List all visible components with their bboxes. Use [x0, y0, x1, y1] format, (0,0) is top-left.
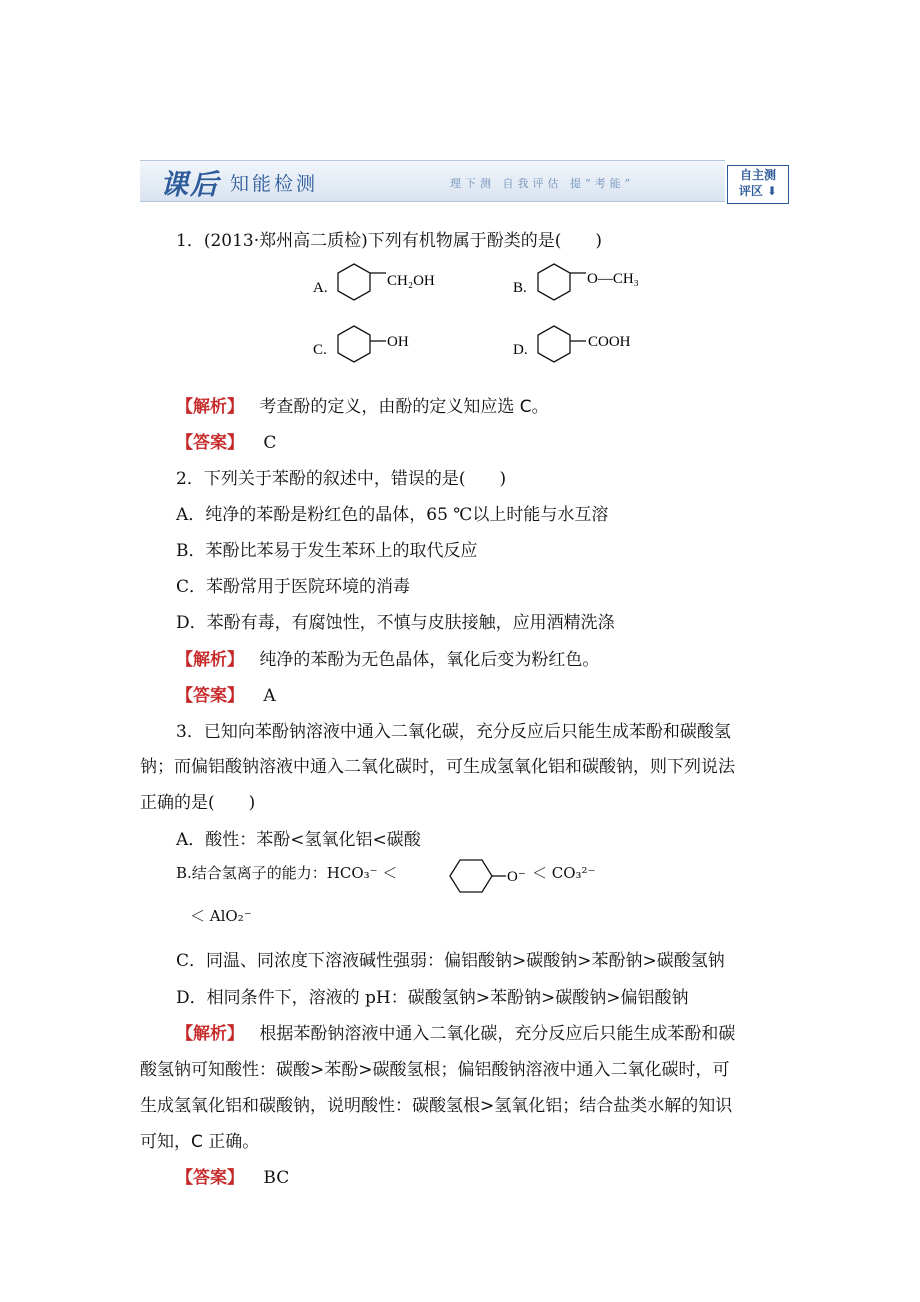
q1-analysis-text: 考查酚的定义，由酚的定义知应选 C。 — [259, 397, 549, 417]
badge-line2: 评区 ⬇ — [738, 184, 778, 198]
q1-analysis-label: 【解析】 — [176, 397, 244, 417]
section-banner — [140, 160, 725, 202]
q1-option-a-group: CH₂OH — [387, 273, 435, 289]
self-test-badge[interactable] — [727, 165, 789, 204]
q2-answer — [176, 681, 276, 706]
q2-option-b: B．苯酚比苯易于发生苯环上的取代反应 — [176, 541, 478, 561]
q1-stem: 1．(2013·郑州高二质检)下列有机物属于酚类的是( ) — [176, 231, 603, 251]
q3-analysis-line3: 生成氢氧化铝和碳酸钠，说明酸性：碳酸氢根>氢氧化铝；结合盐类水解的知识 — [140, 1096, 733, 1116]
q2-option-a: A．纯净的苯酚是粉红色的晶体，65 ℃以上时能与水互溶 — [176, 505, 609, 525]
q3-analysis-line4: 可知，C 正确。 — [140, 1132, 260, 1152]
q3-option-c: C．同温、同浓度下溶液碱性强弱：偏铝酸钠>碳酸钠>苯酚钠>碳酸氢钠 — [176, 951, 725, 971]
q2-analysis-text: 纯净的苯酚为无色晶体，氧化后变为粉红色。 — [259, 650, 600, 670]
phenoxide-label: O⁻ — [507, 869, 526, 885]
q2-analysis — [176, 645, 599, 670]
q3-analysis — [176, 1019, 735, 1044]
q3-option-b-text: B.结合氢离子的能力：HCO₃⁻ ＜ — [176, 864, 398, 882]
q2-analysis-label: 【解析】 — [176, 650, 244, 670]
q1-option-d-group: COOH — [588, 334, 631, 350]
q3-phenoxide-structure — [430, 856, 530, 896]
benzene-ring-phenoxide — [450, 860, 492, 892]
q3-analysis-line2: 酸氢钠可知酸性：碳酸>苯酚>碳酸氢根；偏铝酸钠溶液中通入二氧化碳时，可 — [140, 1060, 730, 1080]
banner-title-main: 课后 — [160, 168, 221, 201]
q1-option-b-letter: B. — [513, 280, 527, 296]
q3-stem-line2: 钠；而偏铝酸钠溶液中通入二氧化碳时，可生成氢氧化铝和碳酸钠，则下列说法 — [140, 757, 735, 777]
q2-answer-value: A — [263, 686, 276, 706]
banner-title-sub: 知能检测 — [230, 173, 319, 195]
benzene-ring-d — [538, 326, 570, 362]
q1-option-b-group: O—CH₃ — [587, 271, 639, 287]
q3-analysis-line1: 根据苯酚钠溶液中通入二氧化碳，充分反应后只能生成苯酚和碳 — [259, 1024, 736, 1044]
q1-option-c-letter: C. — [313, 342, 327, 358]
q3-stem-line3: 正确的是( ) — [140, 793, 256, 813]
q1-option-a-letter: A. — [313, 280, 328, 296]
q1-option-d-letter: D. — [513, 342, 528, 358]
q3-option-b-cont: ＜ AlO₂⁻ — [190, 907, 252, 925]
benzene-ring-b — [538, 264, 570, 300]
q2-stem: 2．下列关于苯酚的叙述中，错误的是( ) — [176, 469, 507, 489]
banner-slogan: 理下测 自我评估 提“考能” — [450, 177, 635, 190]
q1-option-c-group: OH — [387, 334, 409, 350]
q2-option-c: C．苯酚常用于医院环境的消毒 — [176, 577, 411, 597]
badge-line1: 自主测 — [739, 168, 776, 182]
q3-option-a: A．酸性：苯酚<氢氧化铝<碳酸 — [176, 830, 421, 850]
q1-answer-value: C — [263, 433, 277, 453]
q3-answer-value: BC — [263, 1168, 290, 1188]
q3-answer — [176, 1163, 289, 1188]
q3-analysis-label: 【解析】 — [176, 1024, 244, 1044]
q3-answer-label: 【答案】 — [176, 1168, 244, 1188]
q1-analysis — [176, 392, 549, 417]
q2-answer-label: 【答案】 — [176, 686, 244, 706]
benzene-ring-c — [338, 326, 370, 362]
q1-structures — [300, 255, 660, 375]
q3-stem-line1: 3．已知向苯酚钠溶液中通入二氧化碳，充分反应后只能生成苯酚和碳酸氢 — [176, 722, 731, 742]
q3-option-b-mid: ＜ CO₃²⁻ — [532, 864, 596, 882]
q1-answer-label: 【答案】 — [176, 433, 244, 453]
q2-option-d: D．苯酚有毒，有腐蚀性，不慎与皮肤接触，应用酒精洗涤 — [176, 613, 615, 633]
q3-option-d: D．相同条件下，溶液的 pH：碳酸氢钠>苯酚钠>碳酸钠>偏铝酸钠 — [176, 988, 689, 1008]
q1-answer — [176, 428, 276, 453]
